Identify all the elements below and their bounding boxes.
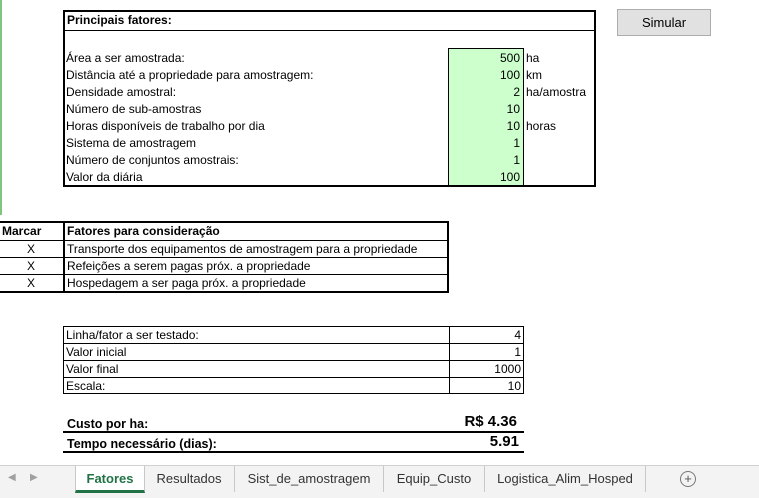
tab-sist-de-amostragem[interactable]: Sist_de_amostragem xyxy=(235,466,384,492)
col-header-marcar: Marcar xyxy=(2,224,42,238)
col-header-fatores: Fatores para consideração xyxy=(67,224,220,238)
row-value-distancia[interactable]: 100 xyxy=(499,68,520,82)
mark-hospedagem[interactable]: X xyxy=(27,276,36,290)
tempo-underline xyxy=(63,451,524,453)
teste-value-linha[interactable]: 4 xyxy=(514,328,521,342)
tempo-label: Tempo necessário (dias): xyxy=(67,437,217,451)
teste-label-escala: Escala: xyxy=(66,379,106,393)
sheet-tab-bar xyxy=(0,465,759,498)
teste-label-final: Valor final xyxy=(66,362,119,376)
custo-label: Custo por ha: xyxy=(67,417,149,431)
tab-logistica-alim-hosped[interactable]: Logistica_Alim_Hosped xyxy=(485,466,646,492)
teste-label-inicial: Valor inicial xyxy=(66,345,127,359)
teste-value-inicial[interactable]: 1 xyxy=(514,345,521,359)
row-value-conjuntos[interactable]: 1 xyxy=(513,153,520,167)
tab-scroll-right-icon[interactable]: ▶ xyxy=(30,472,38,483)
tab-fatores[interactable]: Fatores xyxy=(75,466,145,493)
mark-refeicoes[interactable]: X xyxy=(27,259,36,273)
teste-value-final[interactable]: 1000 xyxy=(494,362,521,376)
row-value-diaria[interactable]: 100 xyxy=(499,170,520,184)
row-value-sistema[interactable]: 1 xyxy=(513,136,520,150)
row-label-diaria: Valor da diária xyxy=(66,170,143,184)
fator-refeicoes: Refeições a serem pagas próx. a propriedade xyxy=(67,259,311,273)
row-value-subamostras[interactable]: 10 xyxy=(506,102,520,116)
row-label-horas: Horas disponíveis de trabalho por dia xyxy=(66,119,265,133)
custo-value: R$ 4.36 xyxy=(464,413,517,430)
principais-fatores-title: Principais fatores: xyxy=(67,13,172,27)
tab-equip-custo[interactable]: Equip_Custo xyxy=(384,466,485,492)
tab-resultados[interactable]: Resultados xyxy=(144,466,235,492)
row-unit-distancia: km xyxy=(526,68,542,82)
row-unit-horas: horas xyxy=(526,119,557,133)
tab-scroll-left-icon[interactable]: ◀ xyxy=(8,472,16,483)
row-unit-densidade: ha/amostra xyxy=(526,85,587,99)
tempo-value: 5.91 xyxy=(489,433,519,450)
pane-edge-marker xyxy=(0,0,2,215)
add-sheet-icon[interactable]: + xyxy=(680,471,696,487)
fator-transporte: Transporte dos equipamentos de amostragem para a propriedade xyxy=(67,242,418,256)
mark-transporte[interactable]: X xyxy=(27,242,36,256)
teste-label-linha: Linha/fator a ser testado: xyxy=(66,328,199,342)
row-value-area[interactable]: 500 xyxy=(499,51,520,65)
row-value-densidade[interactable]: 2 xyxy=(513,85,520,99)
row-label-subamostras: Número de sub-amostras xyxy=(66,102,202,116)
simular-button[interactable]: Simular xyxy=(617,9,711,36)
row-label-distancia: Distância até a propriedade para amostragem: xyxy=(66,68,314,82)
row-unit-area: ha xyxy=(526,51,540,65)
teste-value-escala[interactable]: 10 xyxy=(507,379,521,393)
fator-hospedagem: Hospedagem a ser paga próx. a propriedade xyxy=(67,276,306,290)
row-label-sistema: Sistema de amostragem xyxy=(66,136,197,150)
row-label-conjuntos: Número de conjuntos amostrais: xyxy=(66,153,239,167)
row-value-horas[interactable]: 10 xyxy=(506,119,520,133)
row-label-area: Área a ser amostrada: xyxy=(66,51,185,65)
row-label-densidade: Densidade amostral: xyxy=(66,85,177,99)
